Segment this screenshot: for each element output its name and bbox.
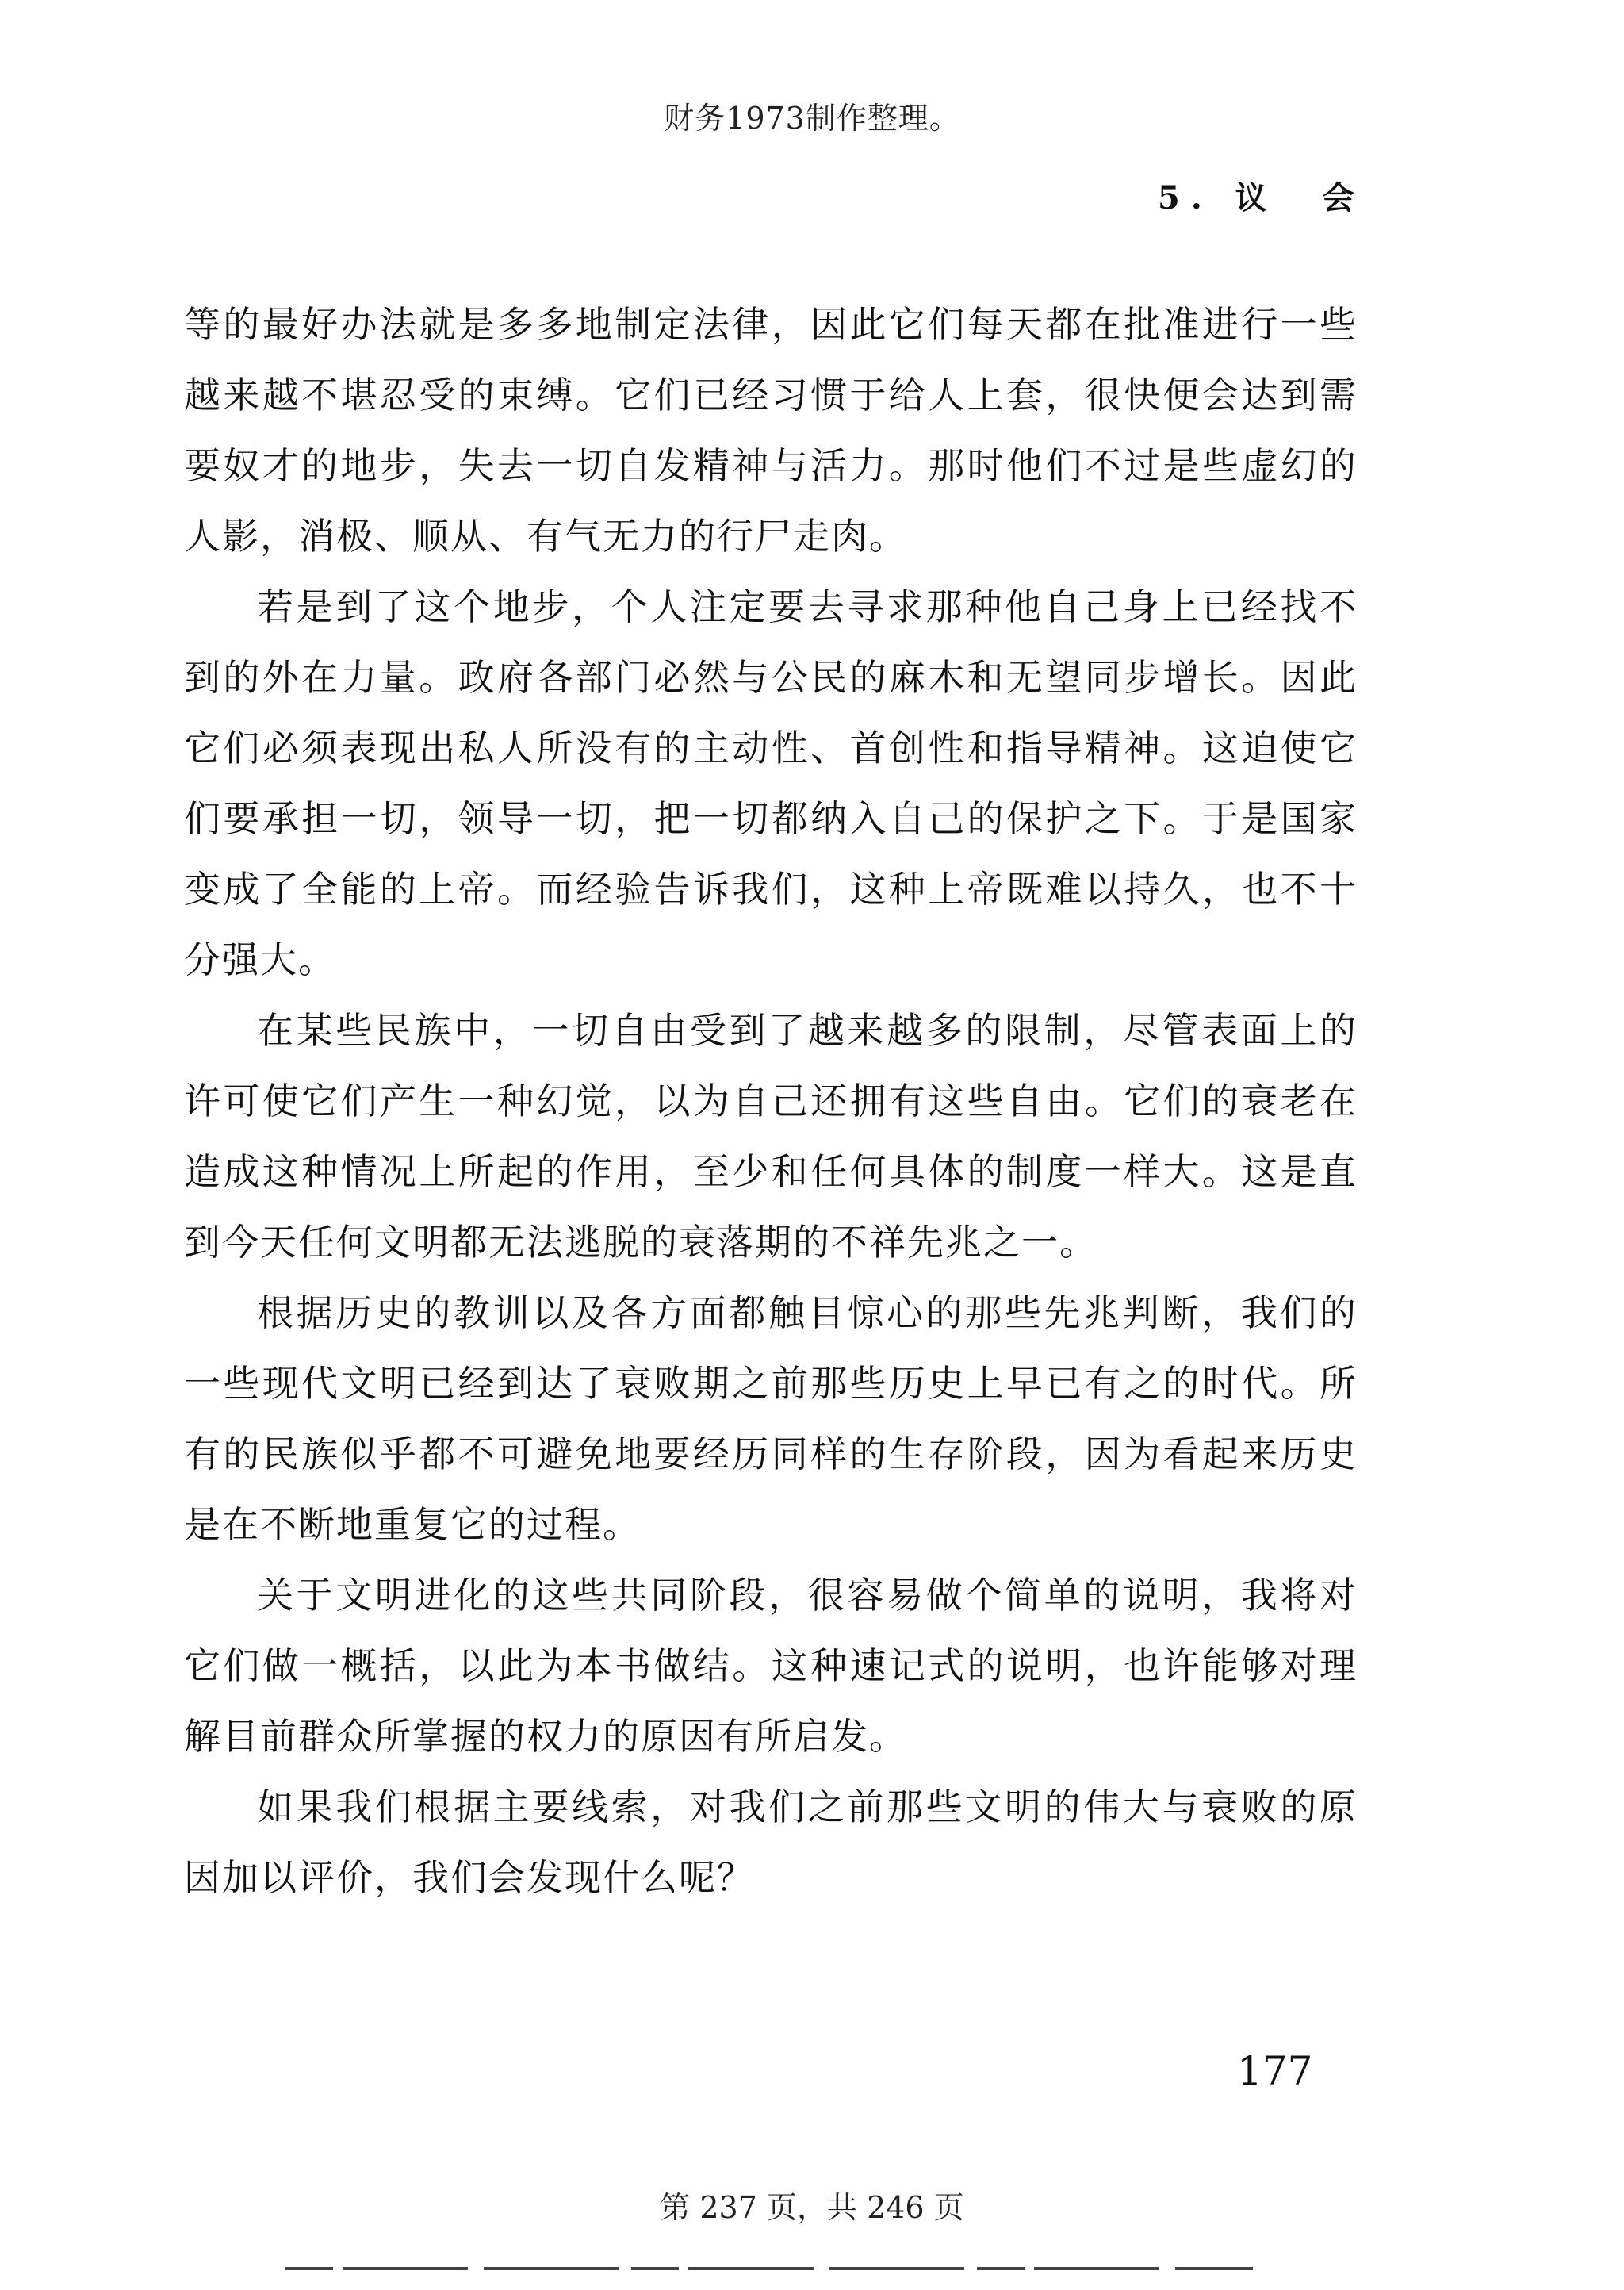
body-text (184, 290, 1358, 1913)
paragraph-1: 等的最好办法就是多多地制定法律，因此它们每天都在批准进行一些越来越不堪忍受的束缚。它们已经习惯于给人上套，很快便会达到需要奴才的地步，失去一切自发精神与活力。那时他们不过是些虚幻的人影，消极、顺从、有气无力的行尸走肉。 (184, 303, 1358, 558)
scan-artifact-line (285, 2267, 1253, 2270)
paragraph-2: 若是到了这个地步，个人注定要去寻求那种他自己身上已经找不到的外在力量。政府各部门必然与公民的麻木和无望同步增长。因此它们必须表现出私人所没有的主动性、首创性和指导精神。这迫使它们要承担一切，领导一切，把一切都纳入自己的保护之下。于是国家变成了全能的上帝。而经验告诉我们，这种上帝既难以持久，也不十分强大。 (184, 585, 1358, 981)
pager-text: 第 237 页，共 246 页 (660, 2190, 964, 2225)
running-head: 5. 议 会 (1158, 179, 1365, 217)
page-number: 177 (1237, 2048, 1313, 2094)
watermark-text: 财务1973制作整理。 (664, 101, 960, 136)
paragraph-5: 关于文明进化的这些共同阶段，很容易做个简单的说明，我将对它们做一概括，以此为本书做结。这种速记式的说明，也许能够对理解目前群众所掌握的权力的原因有所启发。 (184, 1574, 1358, 1758)
paragraph-6: 如果我们根据主要线索，对我们之前那些文明的伟大与衰败的原因加以评价，我们会发现什么呢？ (184, 1786, 1358, 1899)
paragraph-4: 根据历史的教训以及各方面都触目惊心的那些先兆判断，我们的一些现代文明已经到达了衰败期之前那些历史上早已有之的时代。所有的民族似乎都不可避免地要经历同样的生存阶段，因为看起来历史是在不断地重复它的过程。 (184, 1291, 1358, 1546)
paragraph-3: 在某些民族中，一切自由受到了越来越多的限制，尽管表面上的许可使它们产生一种幻觉，以为自己还拥有这些自由。它们的衰老在造成这种情况上所起的作用，至少和任何具体的制度一样大。这是直到今天任何文明都无法逃脱的衰落期的不祥先兆之一。 (184, 1009, 1358, 1264)
